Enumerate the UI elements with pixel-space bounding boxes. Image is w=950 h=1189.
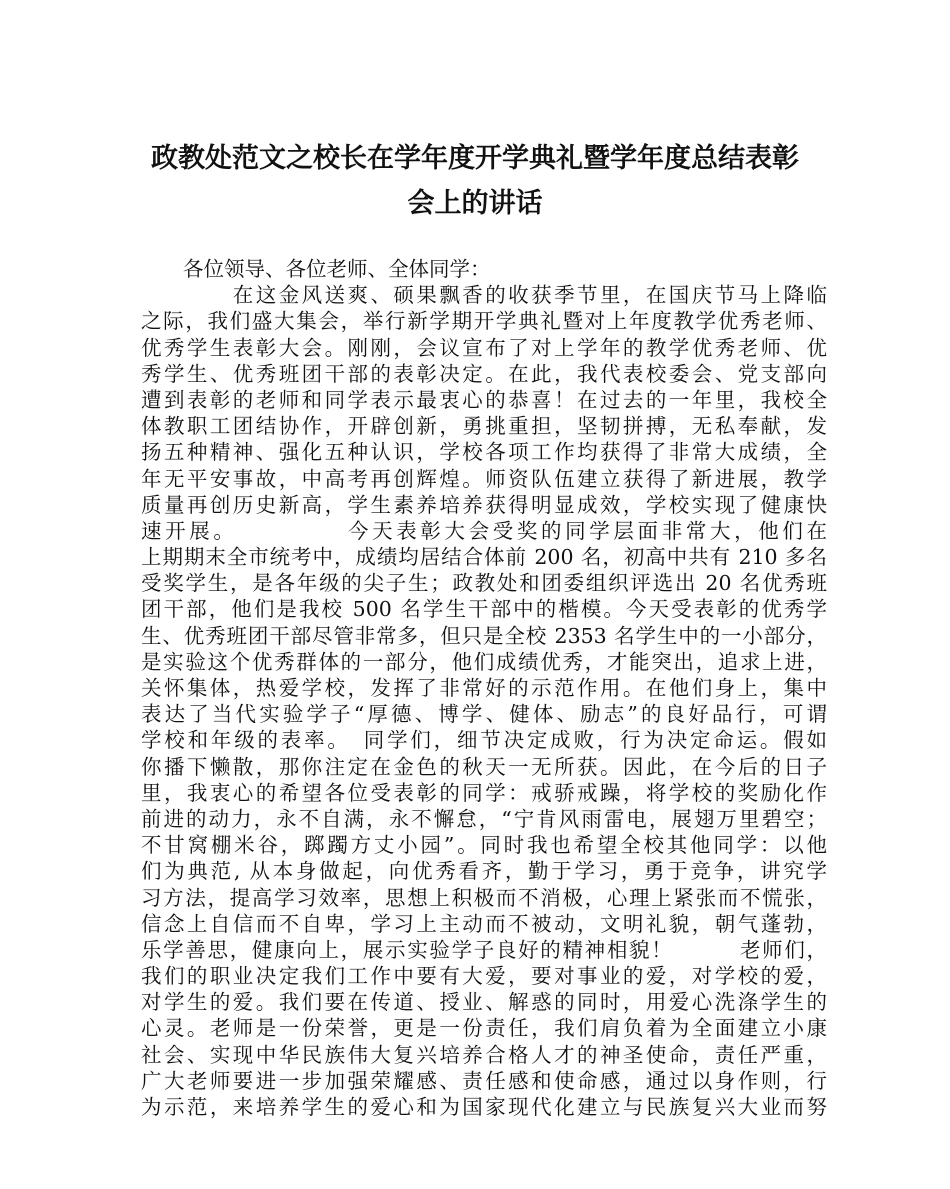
body-text-line: 前进的动力，永不自满，永不懈怠，“宁肯风雨雷电，展翅万里碧空；	[141, 806, 827, 831]
body-text-line: 广大老师要进一步加强荣耀感、责任感和使命感，通过以身作则，行	[141, 1068, 827, 1093]
body-text-line: 不甘窝棚米谷，踯躅方丈小园”。同时我也希望全校其他同学：以他	[141, 833, 827, 858]
body-text-line: 们为典范, 从本身做起，向优秀看齐，勤于学习，勇于竞争，讲究学	[141, 859, 827, 884]
document-body	[141, 256, 827, 1120]
body-text-line: 秀学生、优秀班团干部的表彰决定。在此，我代表校委会、党支部向	[141, 361, 827, 386]
body-text-line: 团干部，他们是我校 500 名学生干部中的楷模。今天受表彰的优秀学	[141, 597, 827, 622]
body-text-line: 里，我衷心的希望各位受表彰的同学：戒骄戒躁，将学校的奖励化作	[141, 780, 827, 805]
body-text-line: 质量再创历史新高，学生素养培养获得明显成效，学校实现了健康快	[141, 492, 827, 517]
page-title-line-2: 会上的讲话	[407, 188, 543, 219]
body-text-line: 扬五种精神、强化五种认识，学校各项工作均获得了非常大成绩，全	[141, 440, 827, 465]
body-text-line: 心灵。老师是一份荣誉，更是一份责任，我们肩负着为全面建立小康	[141, 1016, 827, 1041]
body-text-line: 受奖学生，是各年级的尖子生；政教处和团委组织评选出 20 名优秀班	[141, 571, 827, 596]
body-text-line: 体教职工团结协作，开辟创新，勇挑重担，坚韧拼搏，无私奉献，发	[141, 414, 827, 439]
body-text-line: 我们的职业决定我们工作中要有大爱，要对事业的爱，对学校的爱，	[141, 964, 827, 989]
body-text-line: 习方法，提高学习效率，思想上积极而不消极，心理上紧张而不慌张，	[141, 885, 827, 910]
body-text-line: 信念上自信而不自卑，学习上主动而不被动，文明礼貌，朝气蓬勃，	[141, 911, 827, 936]
body-text-line: 年无平安事故，中高考再创辉煌。师资队伍建立获得了新进展，教学	[141, 466, 827, 491]
body-text-line: 为示范，来培养学生的爱心和为国家现代化建立与民族复兴大业而努	[141, 1095, 827, 1119]
page-title-line-1: 政教处范文之校长在学年度开学典礼暨学年度总结表彰	[151, 143, 799, 174]
body-text-line: 学校和年级的表率。 同学们，细节决定成败，行为决定命运。假如	[141, 728, 827, 753]
body-text-line: 遭到表彰的老师和同学表示最衷心的恭喜！在过去的一年里，我校全	[141, 387, 827, 412]
body-text-line: 关怀集体，热爱学校，发挥了非常好的示范作用。在他们身上，集中	[141, 676, 827, 700]
body-text-line: 你播下懒散，那你注定在金色的秋天一无所获。因此，在今后的日子	[141, 754, 827, 779]
body-text	[141, 282, 827, 1120]
body-text-line: 优秀学生表彰大会。刚刚，会议宣布了对上学年的教学优秀老师、优	[141, 335, 827, 360]
body-text-line: 社会、实现中华民族伟大复兴培养合格人才的神圣使命，责任严重，	[141, 1042, 827, 1067]
salutation: 各位领导、各位老师、全体同学：	[183, 257, 491, 281]
body-text-line: 对学生的爱。我们要在传道、授业、解惑的同时，用爱心洗涤学生的	[141, 990, 827, 1015]
body-text-line: 速开展。 今天表彰大会受奖的同学层面非常大，他们在	[141, 518, 827, 543]
body-text-line: 上期期末全市统考中，成绩均居结合体前 200 名，初高中共有 210 多名	[141, 545, 827, 570]
body-text-line: 生、优秀班团干部尽管非常多，但只是全校 2353 名学生中的一小部分，	[141, 623, 827, 648]
body-text-line: 表达了当代实验学子“厚德、博学、健体、励志”的良好品行，可谓	[141, 702, 827, 727]
body-text-line: 在这金风送爽、硕果飘香的收获季节里，在国庆节马上降临	[141, 283, 827, 308]
body-text-line: 乐学善思，健康向上，展示实验学子良好的精神相貌！ 老师们，	[141, 937, 827, 962]
body-text-line: 是实验这个优秀群体的一部分，他们成绩优秀，才能突出，追求上进，	[141, 649, 827, 674]
body-text-line: 之际，我们盛大集会，举行新学期开学典礼暨对上年度教学优秀老师、	[141, 309, 827, 334]
